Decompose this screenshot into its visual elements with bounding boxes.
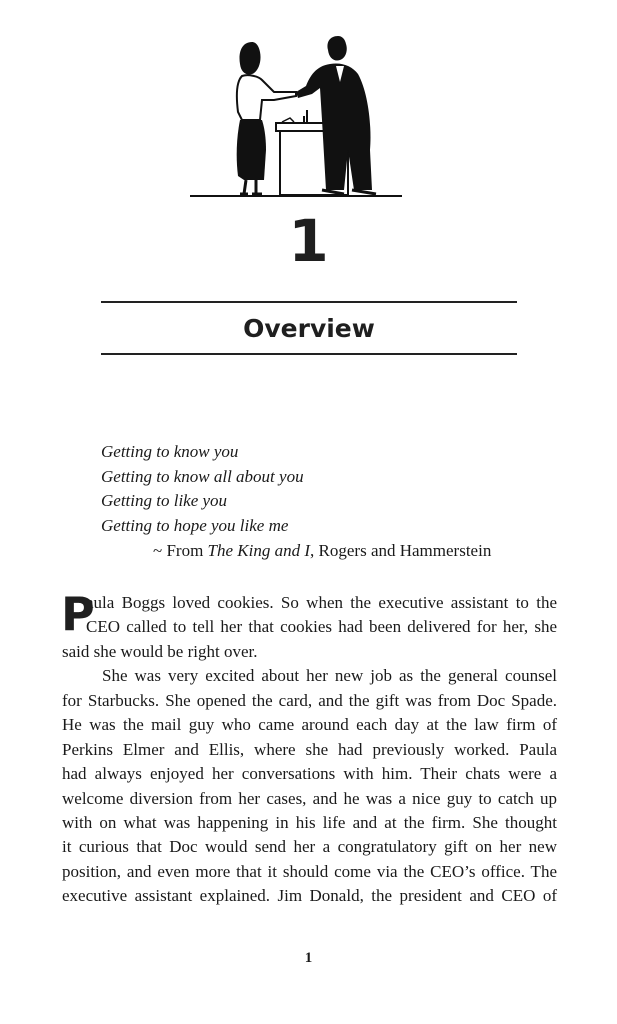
chapter-title: Overview (243, 314, 375, 343)
body-line: it curious that Doc would send her a congratulatory gift on her new (62, 837, 557, 857)
drop-cap: P (61, 587, 95, 641)
epigraph-line: Getting to know you (101, 442, 239, 461)
title-rule-top (101, 301, 517, 303)
handshake-illustration (186, 30, 406, 202)
body-line: welcome diversion from her cases, and he was a nice guy to catch up (62, 788, 557, 808)
second-paragraph (62, 664, 557, 908)
attribution-suffix: , Rogers and Hammerstein (310, 541, 492, 560)
epigraph-line: Getting to know all about you (101, 466, 304, 486)
first-paragraph (61, 587, 557, 664)
body-line: CEO called to tell her that cookies had been delivered for her, she (86, 617, 557, 637)
body-line: aula Boggs loved cookies. So when the executive assistant to the (86, 593, 557, 612)
epigraph-line: Getting to like you (101, 491, 228, 510)
body-line: with on what was happening in his life and at the firm. She thought (62, 812, 557, 832)
epigraph (101, 440, 521, 564)
body-line: for Starbucks. She opened the card, and the gift was from Doc Spade. (62, 690, 557, 710)
epigraph-line: Getting to hope you like me (101, 515, 289, 535)
attribution-work: The King and I (207, 541, 311, 560)
attribution-prefix: ~ From (153, 541, 208, 560)
chapter-number: 1 (288, 207, 329, 275)
body-line: position, and even more that it should come via the CEO’s office. The (62, 861, 557, 881)
body-line: Perkins Elmer and Ellis, where she had previously worked. Paula (62, 739, 557, 759)
epigraph-attribution (153, 538, 521, 564)
body-line: said she would be right over. (62, 641, 258, 661)
body-line: had always enjoyed her conversations with him. Their chats were a (62, 764, 557, 784)
body-text (61, 587, 557, 909)
body-line: She was very excited about her new job as the general counsel (102, 666, 557, 686)
body-line: executive assistant explained. Jim Donald, the president and CEO of (62, 886, 557, 906)
body-line: He was the mail guy who came around each day at the law firm of (62, 715, 557, 735)
title-rule-bottom (101, 353, 517, 355)
page-number: 1 (304, 950, 313, 966)
